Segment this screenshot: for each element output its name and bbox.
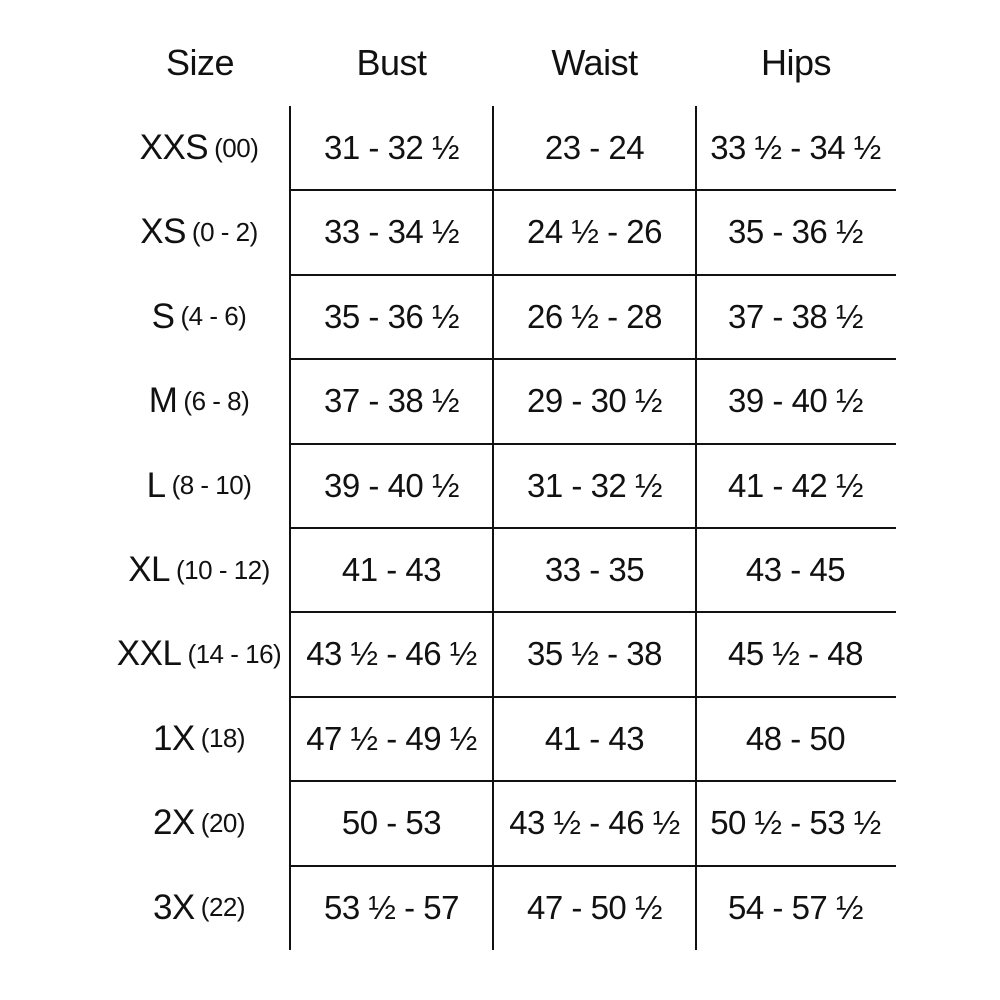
size-cell [108, 612, 290, 696]
waist-cell: 35 ½ - 38 [527, 635, 662, 673]
table-row [108, 359, 895, 443]
size-label: XXS [139, 128, 209, 167]
waist-cell: 31 - 32 ½ [527, 466, 662, 504]
waist-cell: 26 ½ - 28 [527, 297, 662, 335]
table-row [108, 275, 895, 359]
size-number: (6 - 8) [183, 385, 250, 416]
hips-cell: 33 ½ - 34 ½ [710, 129, 881, 166]
row-divider [289, 780, 896, 782]
size-cell [108, 697, 290, 781]
table-row [108, 444, 895, 528]
size-label: XXL [116, 634, 182, 674]
size-number: (18) [200, 723, 246, 754]
row-divider [289, 189, 896, 191]
size-label: XS [140, 212, 186, 252]
header-hips: Hips [760, 42, 832, 83]
waist-cell: 41 - 43 [544, 719, 645, 757]
waist-cell: 33 - 35 [544, 551, 645, 588]
size-label: 1X [152, 718, 195, 758]
row-divider [289, 527, 896, 529]
waist-cell: 47 - 50 ½ [527, 888, 662, 926]
bust-cell: 35 - 36 ½ [324, 297, 459, 335]
size-cell [108, 359, 290, 443]
table-row [108, 697, 895, 781]
size-number: (22) [200, 892, 246, 923]
size-label: L [146, 465, 166, 505]
hips-cell: 39 - 40 ½ [728, 382, 863, 420]
table-row [108, 190, 895, 274]
bust-cell: 41 - 43 [341, 551, 442, 588]
row-divider [289, 865, 896, 867]
bust-cell: 31 - 32 ½ [324, 129, 459, 166]
hips-cell: 54 - 57 ½ [728, 888, 863, 926]
table-row [108, 866, 895, 950]
size-cell [108, 190, 290, 274]
size-cell [108, 444, 290, 528]
row-divider [289, 696, 896, 698]
size-number: (14 - 16) [187, 638, 282, 669]
header-bust: Bust [356, 42, 427, 83]
row-divider [289, 358, 896, 360]
hips-cell: 48 - 50 [745, 719, 846, 757]
size-label: XL [128, 550, 171, 589]
size-number: (8 - 10) [171, 470, 252, 501]
waist-cell: 23 - 24 [544, 129, 645, 166]
size-cell [108, 528, 290, 612]
header-size: Size [165, 42, 235, 83]
bust-cell: 37 - 38 ½ [324, 382, 459, 420]
hips-cell: 35 - 36 ½ [728, 213, 863, 251]
table-row [108, 781, 895, 865]
header-waist: Waist [551, 42, 638, 83]
size-number: (4 - 6) [180, 301, 247, 332]
hips-cell: 45 ½ - 48 [728, 635, 863, 673]
row-divider [289, 611, 896, 613]
table-row [108, 106, 895, 190]
waist-cell: 29 - 30 ½ [527, 382, 662, 420]
size-number: (20) [200, 807, 246, 838]
size-cell [108, 781, 290, 865]
waist-cell: 24 ½ - 26 [527, 213, 662, 251]
size-label: S [151, 296, 175, 336]
size-cell [108, 106, 290, 190]
size-number: (10 - 12) [176, 554, 270, 585]
size-label: M [148, 381, 178, 421]
bust-cell: 47 ½ - 49 ½ [306, 719, 477, 757]
size-label: 3X [152, 887, 195, 927]
table-row [108, 612, 895, 696]
size-cell [108, 275, 290, 359]
bust-cell: 39 - 40 ½ [324, 466, 459, 504]
hips-cell: 41 - 42 ½ [728, 466, 863, 504]
hips-cell: 37 - 38 ½ [728, 297, 863, 335]
hips-cell: 50 ½ - 53 ½ [710, 804, 881, 842]
bust-cell: 43 ½ - 46 ½ [306, 635, 477, 673]
table-row [108, 528, 895, 612]
row-divider [289, 274, 896, 276]
bust-cell: 50 - 53 [341, 804, 442, 842]
hips-cell: 43 - 45 [745, 551, 846, 588]
size-number: (00) [214, 132, 259, 163]
size-label: 2X [152, 803, 195, 843]
bust-cell: 33 - 34 ½ [324, 213, 459, 251]
waist-cell: 43 ½ - 46 ½ [509, 804, 680, 842]
size-number: (0 - 2) [191, 216, 258, 247]
bust-cell: 53 ½ - 57 [324, 888, 459, 926]
row-divider [289, 443, 896, 445]
size-cell [108, 866, 290, 950]
